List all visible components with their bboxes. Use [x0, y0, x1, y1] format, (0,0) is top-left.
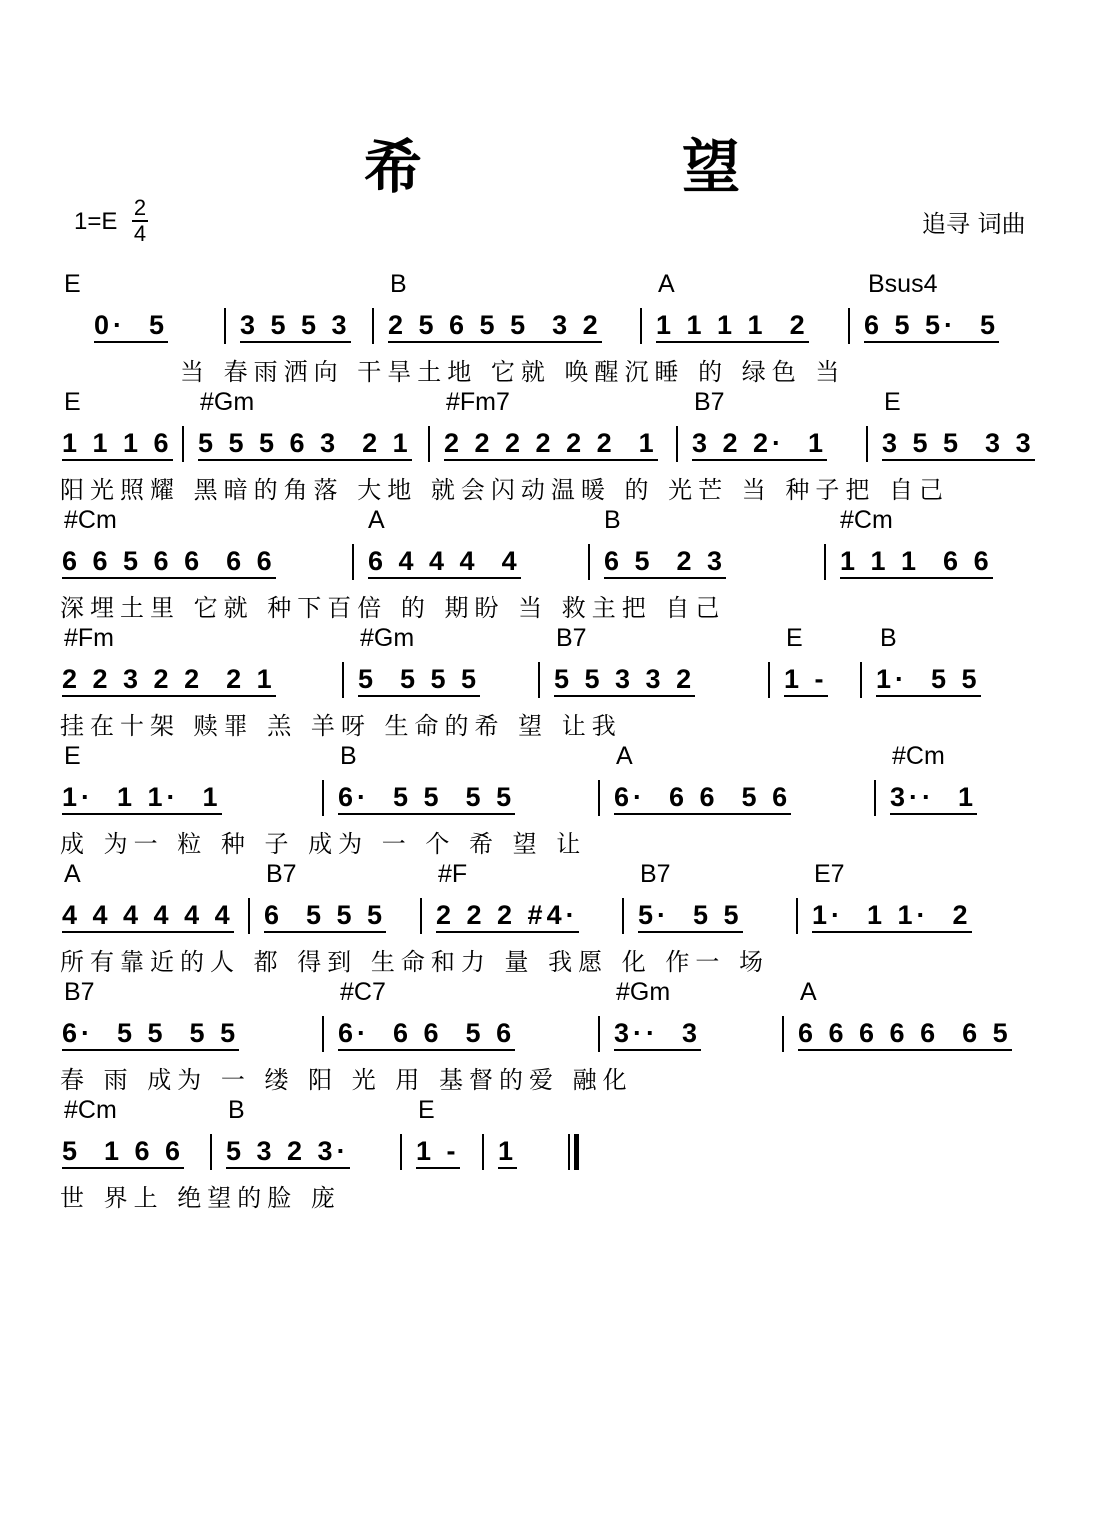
lyric-line: 深埋土里 它就 种下百倍 的 期盼 当 救主把 自己 — [60, 594, 726, 622]
measure — [436, 896, 579, 936]
note-group: 3 2 2· 1 — [692, 427, 827, 461]
bar-line — [588, 544, 590, 580]
song-title: 希 望 — [363, 133, 861, 201]
bar-line — [372, 308, 374, 344]
measure — [388, 306, 602, 346]
measure — [62, 1132, 184, 1172]
measure — [554, 660, 695, 700]
note-group: 6 4 4 4 4 — [368, 545, 521, 579]
chord-symbol: E — [64, 270, 81, 298]
measure — [62, 424, 173, 464]
bar-line — [598, 1016, 600, 1052]
bar-line — [322, 1016, 324, 1052]
measure — [876, 660, 981, 700]
chord-symbol: #Gm — [200, 388, 255, 416]
final-bar-line — [574, 1134, 579, 1170]
chord-symbol: B — [228, 1096, 245, 1124]
note-group: 5 3 2 3· — [226, 1135, 350, 1169]
measure — [798, 1014, 1012, 1054]
bar-line — [210, 1134, 212, 1170]
chord-symbol: #Cm — [64, 1096, 117, 1124]
measure — [812, 896, 972, 936]
time-signature-numerator: 2 — [133, 195, 147, 220]
chord-symbol: A — [616, 742, 633, 770]
note-group: 1 - — [784, 663, 828, 697]
chord-symbol: E — [64, 742, 81, 770]
chord-symbol: E — [64, 388, 81, 416]
note-group: 6· 5 5 5 5 — [338, 781, 515, 815]
measure — [94, 306, 168, 346]
chord-symbol: E7 — [814, 860, 845, 888]
time-signature-denominator: 4 — [133, 221, 147, 246]
bar-line — [400, 1134, 402, 1170]
note-group: 3·· 1 — [890, 781, 977, 815]
bar-line — [866, 426, 868, 462]
bar-line — [848, 308, 850, 344]
lyric-line: 挂在十架 赎罪 羔 羊呀 生命的希 望 让我 — [60, 712, 622, 740]
bar-line — [538, 662, 540, 698]
score-system-8 — [60, 1096, 1060, 1214]
measure — [614, 1014, 701, 1054]
chord-symbol: E — [786, 624, 803, 652]
note-group: 5· 5 5 — [638, 899, 743, 933]
bar-line — [420, 898, 422, 934]
note-group: 2 2 3 2 2 2 1 — [62, 663, 276, 697]
score-system-7 — [60, 978, 1060, 1096]
chord-symbol: E — [884, 388, 901, 416]
measure — [226, 1132, 350, 1172]
measure — [62, 896, 234, 936]
score-system-3 — [60, 506, 1060, 624]
measure — [264, 896, 386, 936]
bar-line — [352, 544, 354, 580]
chord-symbol: B — [880, 624, 897, 652]
note-group: 3·· 3 — [614, 1017, 701, 1051]
chord-symbol: #Gm — [360, 624, 415, 652]
measure — [338, 1014, 515, 1054]
lyric-line: 阳光照耀 黑暗的角落 大地 就会闪动温暖 的 光芒 当 种子把 自己 — [60, 476, 950, 504]
chord-symbol: B7 — [694, 388, 725, 416]
note-group: 1· 1 1· 1 — [62, 781, 222, 815]
bar-line — [874, 780, 876, 816]
note-group: 5 1 6 6 — [62, 1135, 184, 1169]
note-group: 1 1 1 6 — [62, 427, 173, 461]
note-group: 1 1 1 6 6 — [840, 545, 993, 579]
measure — [614, 778, 791, 818]
note-group: 6 6 5 6 6 6 6 — [62, 545, 276, 579]
chord-symbol: #C7 — [340, 978, 386, 1006]
bar-line — [622, 898, 624, 934]
chord-symbol: Bsus4 — [868, 270, 938, 298]
note-group: 0· 5 — [94, 309, 168, 343]
bar-line — [428, 426, 430, 462]
note-group: 3 5 5 3 — [240, 309, 351, 343]
measure — [890, 778, 977, 818]
score-system-2 — [60, 388, 1060, 506]
bar-line — [182, 426, 184, 462]
bar-line — [598, 780, 600, 816]
chord-symbol: B7 — [64, 978, 95, 1006]
chord-symbol: A — [658, 270, 675, 298]
note-group: 1 1 1 1 2 — [656, 309, 809, 343]
chord-symbol: #Fm7 — [446, 388, 510, 416]
measure — [368, 542, 521, 582]
measure — [604, 542, 726, 582]
measure — [882, 424, 1035, 464]
key-signature: 1=E — [74, 208, 118, 235]
measure — [498, 1132, 517, 1172]
chord-symbol: A — [800, 978, 817, 1006]
chord-symbol: A — [64, 860, 81, 888]
bar-line — [782, 1016, 784, 1052]
measure — [840, 542, 993, 582]
note-group: 6 6 6 6 6 6 5 — [798, 1017, 1012, 1051]
note-group: 4 4 4 4 4 4 — [62, 899, 234, 933]
note-group: 6 5 5· 5 — [864, 309, 999, 343]
note-group: 5 5 3 3 2 — [554, 663, 695, 697]
measure — [692, 424, 827, 464]
measure — [358, 660, 480, 700]
chord-symbol: B — [340, 742, 357, 770]
score-system-6 — [60, 860, 1060, 978]
chord-symbol: #Fm — [64, 624, 114, 652]
chord-symbol: E — [418, 1096, 435, 1124]
bar-line — [568, 1134, 570, 1170]
note-group: 6 5 2 3 — [604, 545, 726, 579]
lyric-line: 世 界上 绝望的脸 庞 — [60, 1184, 341, 1212]
measure — [62, 660, 276, 700]
time-signature — [130, 196, 150, 246]
chord-symbol: #F — [438, 860, 468, 888]
chord-symbol: A — [368, 506, 385, 534]
bar-line — [676, 426, 678, 462]
bar-line — [824, 544, 826, 580]
bar-line — [342, 662, 344, 698]
note-group: 5 5 5 6 3 2 1 — [198, 427, 412, 461]
measure — [784, 660, 828, 700]
note-group: 6 5 5 5 — [264, 899, 386, 933]
lyric-line: 当 春雨洒向 干旱土地 它就 唤醒沉睡 的 绿色 当 — [180, 358, 846, 386]
measure — [638, 896, 743, 936]
measure — [416, 1132, 460, 1172]
bar-line — [482, 1134, 484, 1170]
lyric-line: 春 雨 成为 一 缕 阳 光 用 基督的爱 融化 — [60, 1066, 633, 1094]
measure — [656, 306, 809, 346]
note-group: 6· 6 6 5 6 — [614, 781, 791, 815]
chord-symbol: #Cm — [64, 506, 117, 534]
chord-symbol: B — [604, 506, 621, 534]
measure — [444, 424, 658, 464]
measure — [198, 424, 412, 464]
bar-line — [796, 898, 798, 934]
note-group: 2 2 2 2 2 2 1 — [444, 427, 658, 461]
author-credit: 追寻 词曲 — [922, 210, 1026, 238]
bar-line — [224, 308, 226, 344]
note-group: 1 - — [416, 1135, 460, 1169]
bar-line — [860, 662, 862, 698]
note-group: 6· 5 5 5 5 — [62, 1017, 239, 1051]
chord-symbol: B — [390, 270, 407, 298]
score-system-4 — [60, 624, 1060, 742]
measure — [240, 306, 351, 346]
measure — [864, 306, 999, 346]
lyric-line: 所有靠近的人 都 得到 生命和力 量 我愿 化 作一 场 — [60, 948, 770, 976]
chord-symbol: B7 — [556, 624, 587, 652]
bar-line — [322, 780, 324, 816]
note-group: 6· 6 6 5 6 — [338, 1017, 515, 1051]
chord-symbol: #Gm — [616, 978, 671, 1006]
measure — [338, 778, 515, 818]
lyric-line: 成 为一 粒 种 子 成为 一 个 希 望 让 — [60, 830, 587, 858]
measure — [62, 778, 222, 818]
chord-symbol: B7 — [266, 860, 297, 888]
note-group: 2 5 6 5 5 3 2 — [388, 309, 602, 343]
bar-line — [248, 898, 250, 934]
bar-line — [768, 662, 770, 698]
note-group: 1· 5 5 — [876, 663, 981, 697]
note-group: 5 5 5 5 — [358, 663, 480, 697]
note-group: 2 2 2 #4· — [436, 899, 579, 933]
score-system-1 — [60, 270, 1060, 388]
measure — [62, 1014, 239, 1054]
note-group: 1· 1 1· 2 — [812, 899, 972, 933]
chord-symbol: #Cm — [840, 506, 893, 534]
bar-line — [640, 308, 642, 344]
chord-symbol: #Cm — [892, 742, 945, 770]
chord-symbol: B7 — [640, 860, 671, 888]
note-group: 1 — [498, 1135, 517, 1169]
note-group: 3 5 5 3 3 — [882, 427, 1035, 461]
measure — [62, 542, 276, 582]
score-system-5 — [60, 742, 1060, 860]
